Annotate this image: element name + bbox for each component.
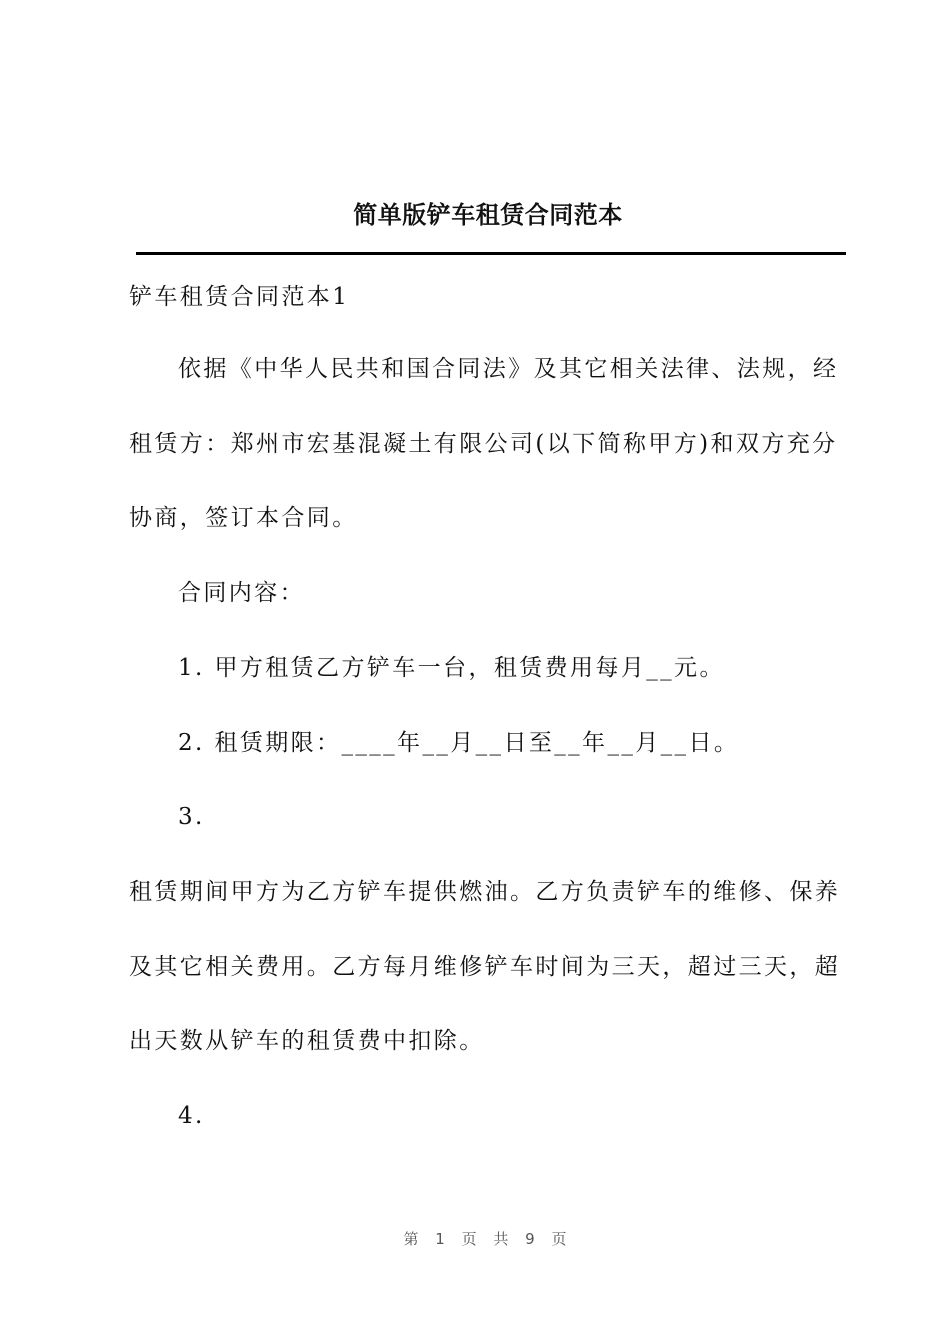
page-footer: 第 1 页 共 9 页	[403, 1230, 573, 1248]
clause-2: 2. 租赁期限：____年__月__日至__年__月__日。	[178, 730, 740, 756]
intro-paragraph-line: 协商，签订本合同。	[129, 505, 358, 531]
content-heading: 合同内容：	[178, 580, 305, 606]
intro-paragraph-line: 租赁方：郑州市宏基混凝土有限公司(以下简称甲方)和双方充分	[129, 431, 838, 457]
intro-paragraph-line: 依据《中华人民共和国合同法》及其它相关法律、法规，经	[178, 356, 839, 382]
clause-3-text-line: 租赁期间甲方为乙方铲车提供燃油。乙方负责铲车的维修、保养	[129, 879, 841, 905]
clause-3-text-line: 出天数从铲车的租赁费中扣除。	[129, 1028, 485, 1054]
clause-3-number: 3.	[178, 804, 205, 830]
title-divider	[136, 252, 846, 255]
clause-4-number: 4.	[178, 1103, 205, 1129]
section-heading: 铲车租赁合同范本1	[129, 284, 350, 310]
clause-3-text-line: 及其它相关费用。乙方每月维修铲车时间为三天，超过三天，超	[129, 954, 841, 980]
page-title: 简单版铲车租赁合同范本	[353, 200, 623, 229]
clause-1: 1. 甲方租赁乙方铲车一台，租赁费用每月__元。	[178, 655, 725, 681]
